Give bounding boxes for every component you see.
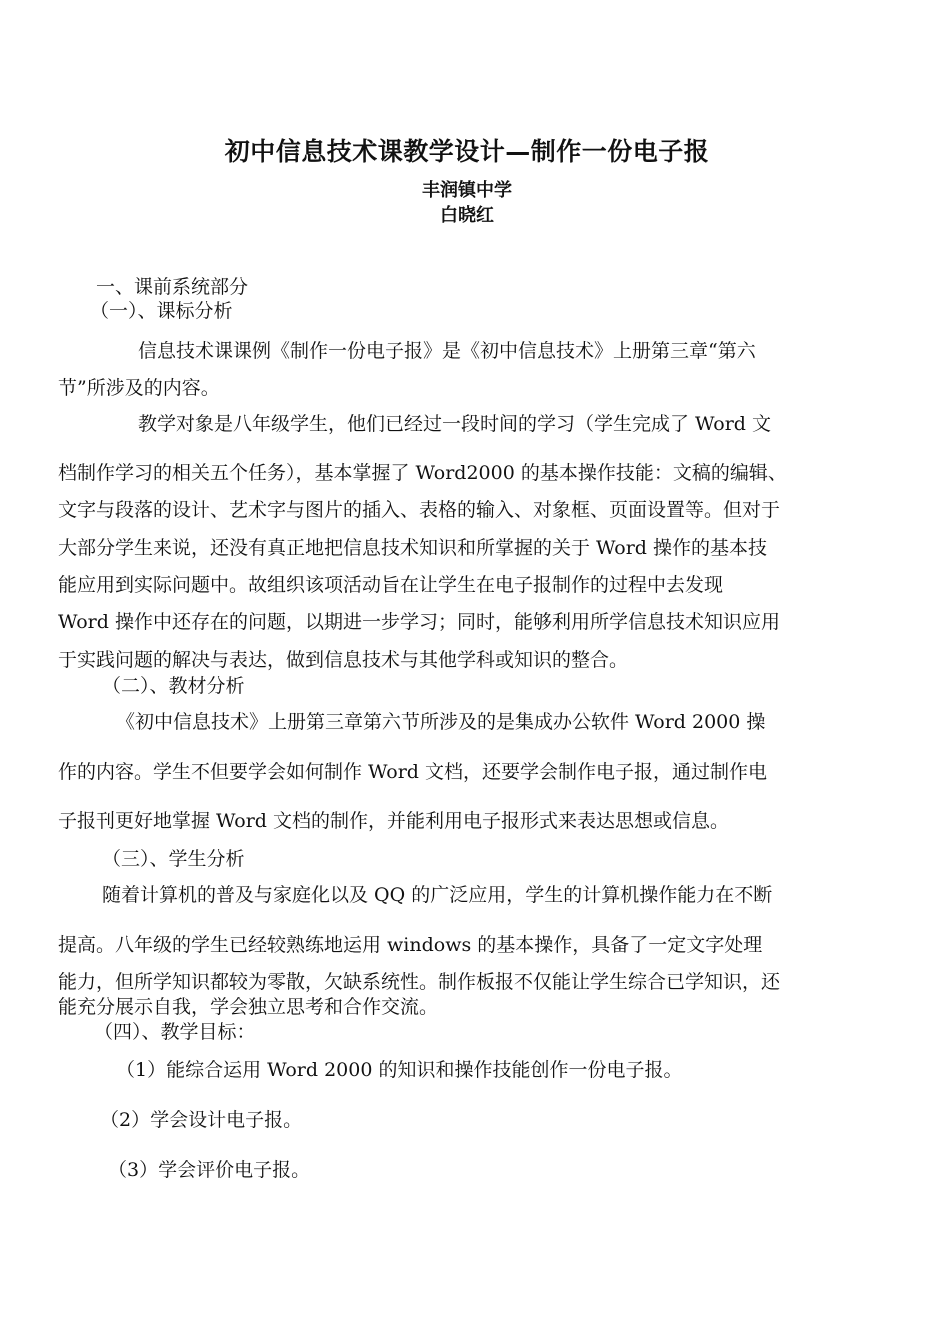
document-title: 初中信息技术课教学设计—制作一份电子报 (224, 137, 710, 166)
goal-item-1: （1）能综合运用 Word 2000 的知识和操作技能创作一份电子报。 (116, 1059, 683, 1081)
paragraph-line: 提高。八年级的学生已经较熟练地运用 windows 的基本操作，具备了一定文字处理 (58, 934, 763, 956)
section-heading-2: （二）、教材分析 (102, 675, 245, 697)
paragraph-line: 子报刊更好地掌握 Word 文档的制作，并能利用电子报形式来表达思想或信息。 (58, 810, 730, 832)
section-heading-1: （一）、课标分析 (90, 300, 233, 322)
paragraph-line: 作的内容。学生不但要学会如何制作 Word 文档，还要学会制作电子报，通过制作电 (58, 761, 768, 783)
paragraph-line: 节”所涉及的内容。 (58, 377, 220, 399)
paragraph-line: 大部分学生来说，还没有真正地把信息技术知识和所掌握的关于 Word 操作的基本技 (58, 537, 768, 559)
paragraph-line: 档制作学习的相关五个任务），基本掌握了 Word2000 的基本操作技能：文稿的编辑、 (58, 462, 787, 484)
paragraph-line: 能力，但所学知识都较为零散，欠缺系统性。制作板报不仅能让学生综合已学知识，还 (58, 971, 781, 993)
goal-item-3: （3）学会评价电子报。 (108, 1159, 311, 1181)
paragraph-line: 信息技术课课例《制作一份电子报》是《初中信息技术》上册第三章“第六 (138, 340, 756, 362)
goal-item-2: （2）学会设计电子报。 (100, 1109, 303, 1131)
school-name: 丰润镇中学 (422, 180, 512, 201)
paragraph-line: 于实践问题的解决与表达，做到信息技术与其他学科或知识的整合。 (58, 649, 629, 671)
paragraph-line: 《初中信息技术》上册第三章第六节所涉及的是集成办公软件 Word 2000 操 (116, 711, 766, 733)
paragraph-line: 教学对象是八年级学生，他们已经过一段时间的学习（学生完成了 Word 文 (138, 413, 772, 435)
part-heading: 一、课前系统部分 (96, 276, 249, 298)
section-heading-4: （四）、教学目标： (94, 1021, 256, 1043)
paragraph-line: 能充分展示自我，学会独立思考和合作交流。 (58, 996, 439, 1018)
paragraph-line: 随着计算机的普及与家庭化以及 QQ 的广泛应用，学生的计算机操作能力在不断 (102, 884, 773, 906)
paragraph-line: 能应用到实际问题中。故组织该项活动旨在让学生在电子报制作的过程中去发现 (58, 574, 724, 596)
section-heading-3: （三）、学生分析 (102, 848, 245, 870)
paragraph-line: 文字与段落的设计、艺术字与图片的插入、表格的输入、对象框、页面设置等。但对于 (58, 499, 781, 521)
author-name: 白晓红 (440, 205, 494, 226)
paragraph-line: Word 操作中还存在的问题，以期进一步学习；同时，能够利用所学信息技术知识应用 (58, 611, 780, 633)
